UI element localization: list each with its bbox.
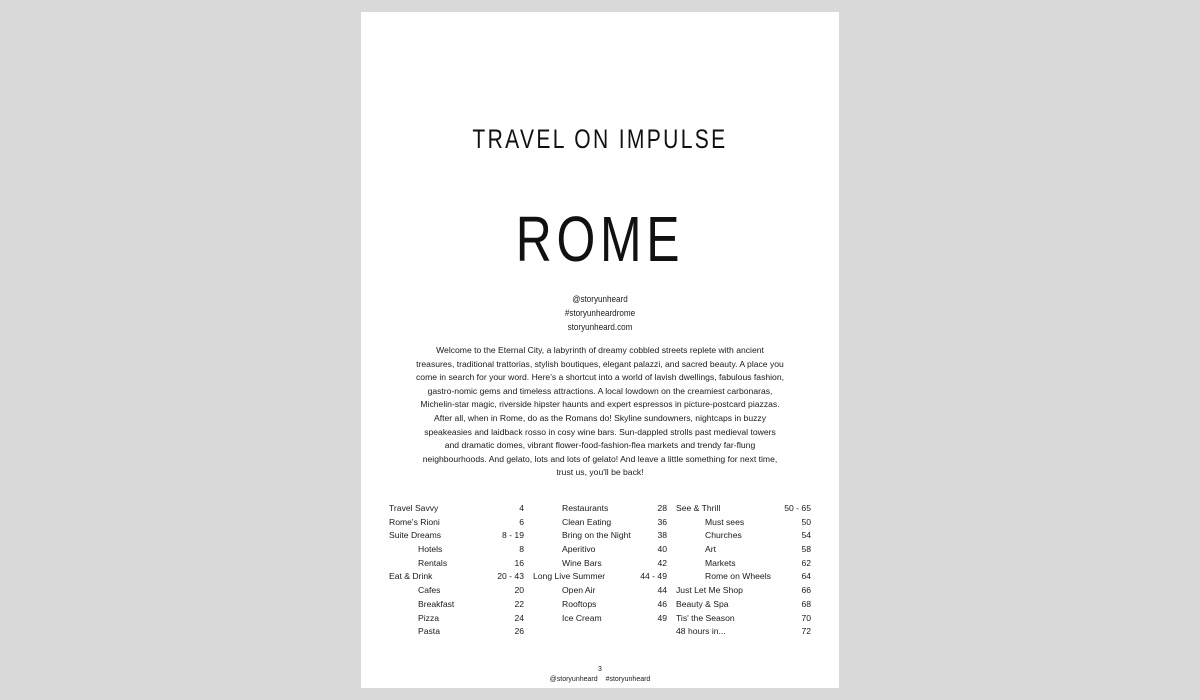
toc-entry-label: Breakfast — [418, 598, 455, 609]
document-page — [361, 12, 839, 688]
toc-entry-label: Churches — [705, 530, 742, 541]
intro-paragraph: Welcome to the Eternal City, a labyrinth of dreamy cobbled streets replete with ancient treasures, traditional trattorias, stylish boutiques, elegant palazzi, and sacred beauty. A place you come in search for your word. Here's a shortcut into a world of lavish dwellings, fabulous fashion, gastro-nomic gems and timeless attractions. A local lowdown on the creamiest carbonaras, Michelin-star magic, riverside hipster haunts and expert espressos in picture-postcard piazzas. After all, when in Rome, do as the Romans do! Skyline sundowners, nightcaps in buzzy speakeasies and laidback rosso in cosy wine bars. Sun-dappled strolls past medieval towers and dramatic domes, vibrant flower-food-fashion-flea markets and trendy far-flung neighbourhoods. And gelato, lots and lots of gelato! And leave a little something for next time, trust us, you'll be back! — [416, 345, 785, 478]
toc-entry — [389, 516, 524, 530]
toc-entry — [533, 502, 667, 516]
toc-entry — [676, 557, 811, 571]
toc-entry-label: Rome on Wheels — [705, 571, 771, 582]
toc-entry — [676, 502, 811, 516]
toc-entry — [533, 557, 667, 571]
toc-entry-page: 44 - 49 — [640, 571, 667, 582]
toc-entry-page: 28 — [657, 503, 667, 513]
toc-entry — [533, 612, 667, 626]
toc-entry-label: Just Let Me Shop — [676, 585, 743, 596]
toc-entry-label: See & Thrill — [676, 503, 721, 513]
toc-entry-page: 20 — [514, 585, 524, 596]
toc-entry — [676, 570, 811, 584]
toc-entry-page: 54 — [801, 530, 811, 541]
toc-entry-page: 26 — [514, 626, 524, 637]
toc-entry — [533, 543, 667, 557]
toc-entry-page: 46 — [657, 598, 667, 609]
toc-entry — [389, 598, 524, 612]
toc-entry-label: Must sees — [705, 516, 745, 527]
toc-entry-page: 20 - 43 — [497, 571, 524, 582]
toc-entry-label: Wine Bars — [562, 557, 602, 568]
toc-entry-label: Markets — [705, 557, 736, 568]
toc-entry — [676, 612, 811, 626]
toc-entry-page: 38 — [657, 530, 667, 541]
toc-entry-label: Bring on the Night — [562, 530, 631, 541]
toc-column-3 — [676, 502, 811, 639]
toc-entry-label: Tis' the Season — [676, 612, 735, 623]
toc-entry-label: Pasta — [418, 626, 440, 637]
social-handles — [361, 292, 839, 334]
toc-entry-label: Rooftops — [562, 598, 597, 609]
toc-entry — [676, 584, 811, 598]
toc-entry — [533, 529, 667, 543]
toc-entry-page: 72 — [801, 626, 811, 637]
toc-entry-page: 8 - 19 — [502, 530, 524, 541]
toc-entry-label: Open Air — [562, 585, 596, 596]
toc-entry-label: Rome's Rioni — [389, 516, 440, 527]
page-title: ROME — [515, 203, 685, 275]
toc-entry-page: 24 — [514, 612, 524, 623]
toc-entry-label: Cafes — [418, 585, 441, 596]
toc-entry-page: 66 — [801, 585, 811, 596]
toc-entry — [533, 584, 667, 598]
toc-entry — [533, 516, 667, 530]
toc-entry-page: 50 — [801, 516, 811, 527]
toc-entry-label: Beauty & Spa — [676, 598, 729, 609]
toc-entry — [389, 625, 524, 639]
page-number: 3 — [598, 666, 602, 673]
toc-entry-label: Suite Dreams — [389, 530, 442, 541]
toc-entry — [389, 570, 524, 584]
toc-entry-page: 68 — [801, 598, 811, 609]
toc-entry-page: 4 — [519, 503, 524, 513]
page-kicker: TRAVEL ON IMPULSE — [472, 124, 728, 154]
toc-entry-label: Long Live Summer — [533, 571, 606, 582]
toc-entry-page: 8 — [519, 544, 524, 555]
toc-entry-page: 58 — [801, 544, 811, 555]
footer-hashtag: #storyunheard — [605, 676, 651, 683]
page-footer — [361, 665, 839, 685]
toc-entry — [389, 502, 524, 516]
toc-entry — [389, 612, 524, 626]
toc-entry-page: 22 — [514, 598, 524, 609]
toc-entry — [676, 516, 811, 530]
toc-entry — [389, 543, 524, 557]
toc-entry-label: Hotels — [418, 544, 443, 555]
toc-entry-page: 64 — [801, 571, 811, 582]
toc-column-1 — [389, 502, 524, 639]
toc-entry — [533, 570, 667, 584]
toc-entry-page: 6 — [519, 516, 524, 527]
toc-entry-page: 42 — [657, 557, 667, 568]
toc-entry-page: 70 — [801, 612, 811, 623]
website-link: storyunheard.com — [567, 322, 633, 332]
toc-entry-label: Aperitivo — [562, 544, 596, 555]
toc-entry-label: Art — [705, 544, 716, 555]
toc-entry-page: 50 - 65 — [784, 503, 811, 513]
hashtag: #storyunheardrome — [564, 308, 636, 318]
toc-entry — [533, 598, 667, 612]
toc-entry-label: Pizza — [418, 612, 440, 623]
toc-entry-page: 49 — [657, 612, 667, 623]
toc-entry-page: 44 — [657, 585, 667, 596]
toc-entry — [389, 584, 524, 598]
toc-entry — [676, 529, 811, 543]
toc-entry — [676, 625, 811, 639]
toc-entry-label: Eat & Drink — [389, 571, 433, 582]
toc-entry-label: Ice Cream — [562, 612, 602, 623]
toc-entry-page: 16 — [514, 557, 524, 568]
instagram-handle: @storyunheard — [572, 294, 628, 304]
toc-entry-label: 48 hours in... — [676, 626, 726, 637]
toc-entry — [389, 557, 524, 571]
toc-entry — [389, 529, 524, 543]
toc-entry-page: 36 — [657, 516, 667, 527]
toc-entry-page: 62 — [801, 557, 811, 568]
footer-handle: @storyunheard — [549, 676, 598, 683]
toc-entry-label: Clean Eating — [562, 516, 612, 527]
toc-entry-page: 40 — [657, 544, 667, 555]
toc-entry — [676, 598, 811, 612]
toc-entry-label: Travel Savvy — [389, 503, 439, 513]
toc-entry — [676, 543, 811, 557]
toc-entry-label: Rentals — [418, 557, 448, 568]
toc-entry-label: Restaurants — [562, 503, 609, 513]
toc-column-2 — [533, 502, 667, 625]
